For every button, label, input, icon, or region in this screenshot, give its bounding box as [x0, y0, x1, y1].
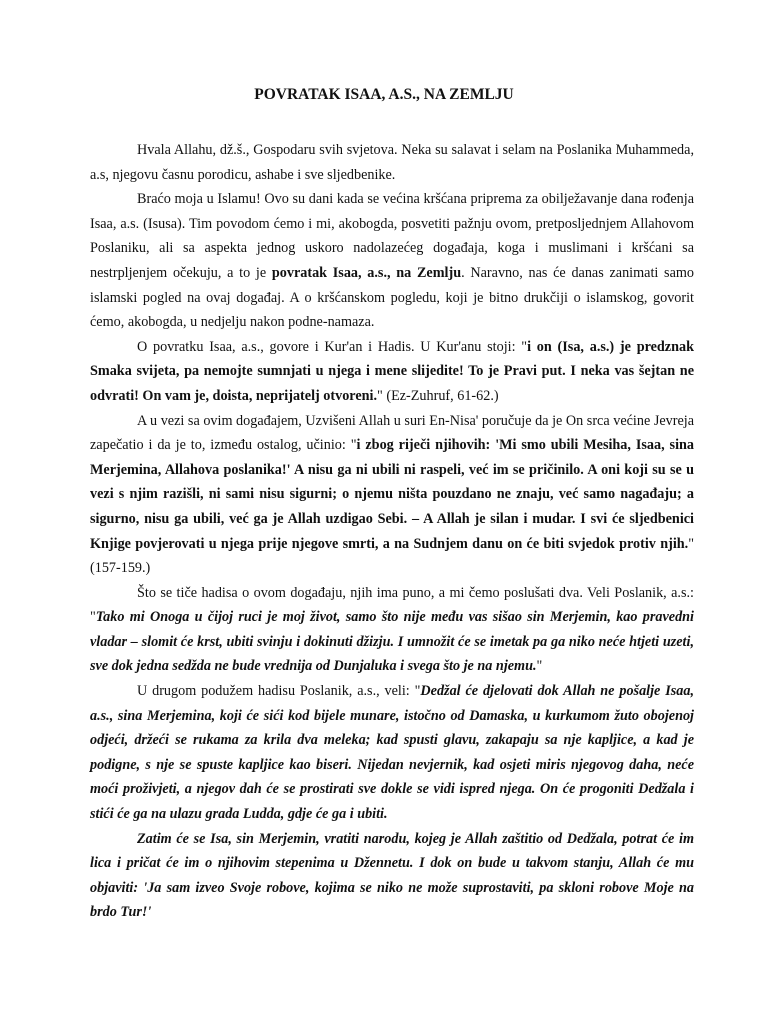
paragraph-quran-zuhruf: O povratku Isaa, a.s., govore i Kur'an i Hadis. U Kur'anu stoji: "i on (Isa, a.s.) je predznak Smaka svijeta, pa nemojte sumnjati u njega i mene slijedite! To je Pravi put. I neka vas šejtan ne odvrati! On vam je, doista, neprijatelj otvoreni." (Ez-Zuhruf, 61-62.)	[90, 338, 694, 404]
paragraph-quran-nisa: A u vezi sa ovim događajem, Uzvišeni Allah u suri En-Nisa' poručuje da je On srca većine Jevreja zapečatio i da je to, između ostalog, učinio: "i zbog riječi njihovih: 'Mi smo ubili Mesiha, Isaa, sina Merjemina, Allahova poslanika!' A nisu ga ni ubili ni raspeli, već im se pričinilo. A oni koji su se u vezi s njim razišli, ni sami nisu sigurni; o njemu ništa pouzdano ne znaju, već samo nagađaju; a sigurno, nisu ga ubili, već ga je Allah uzdigao Sebi. – A Allah je silan i mudar. I svi će sljedbenici Knjige povjerovati u njega prije njegove smrti, a na Sudnjem danu on će biti svjedok protiv njih." (157-159.)	[90, 412, 694, 577]
paragraph-hadith-two: U drugom podužem hadisu Poslanik, a.s., veli: "Dedžal će djelovati dok Allah ne pošalje Isaa, a.s., sina Merjemina, koji će sići kod bijele munare, istočno od Damaska, u kurkumom žuto obojenoj odjeći, držeći se rukama za krila dva meleka; kad spusti glavu, zakapaju sa nje kapljice, a kad je podigne, s nje se spuste kapljice kao biseri. Nijedan nevjernik, kad osjeti miris njegovog daha, neće moći proživjeti, a njegov dah će se prostirati sve dokle se vidi ispred njega. On će progoniti Dedžala i stići će ga na ulazu grada Ludda, gdje će ga i ubiti.	[90, 683, 694, 823]
quote-nisa: i zbog riječi njihovih: 'Mi smo ubili Mesiha, Isaa, sina Merjemina, Allahova poslanika!' A nisu ga ni ubili ni raspeli, već im se pričinilo. A oni koji su se u vezi s njim razišli, ni sami nisu sigurni; o njemu ništa pouzdano ne znaju, već samo nagađaju; a sigurno, nisu ga ubili, već ga je Allah uzdigao Sebi. – A Allah je silan i mudar. I svi će sljedbenici Knjige povjerovati u njega prije njegove smrti, a na Sudnjem danu on će biti svjedok protiv njih.	[90, 437, 694, 552]
document-body	[90, 138, 694, 925]
quote-hadith-two-continued: Zatim će se Isa, sin Merjemin, vratiti narodu, kojeg je Allah zaštitio od Dedžala, potrat će im lica i pričat će im o njihovim stepenima u Džennetu. I dok on bude u takvom stanju, Allah će mu objaviti: 'Ja sam izveo Svoje robove, kojima se niko ne može suprostaviti, pa skloni robove Moje na brdo Tur!'	[90, 830, 694, 921]
paragraph-occasion: Braćo moja u Islamu! Ovo su dani kada se većina kršćana priprema za obilježavanje dana rođenja Isaa, a.s. (Isusa). Tim povodom ćemo i mi, akobogda, posvetiti pažnju ovom, pretposljednjem Allahovom Poslaniku, ali sa aspekta jednog uskoro nadolazećeg događaja, koga i muslimani i kršćani sa nestrpljenjem očekuju, a to je povratak Isaa, a.s., na Zemlju. Naravno, nas će danas zanimati samo islamski pogled na ovaj događaj. A o kršćanskom pogledu, koji je bitno drukčiji o islamskog, govorit ćemo, akobogda, u nedjelju nakon podne-namaza.	[90, 191, 694, 331]
quote-zuhruf: i on (Isa, a.s.) je predznak Smaka svijeta, pa nemojte sumnjati u njega i mene slijedite! To je Pravi put. I neka vas šejtan ne odvrati! On vam je, doista, neprijatelj otvoreni.	[90, 338, 694, 404]
paragraph-hadith-one: Što se tiče hadisa o ovom događaju, njih ima puno, a mi čemo poslušati dva. Veli Poslanik, a.s.: "Tako mi Onoga u čijoj ruci je moj život, samo što nije među vas sišao sin Merjemin, kao pravedni vladar – slomit će krst, ubiti svinju i dokinuti džizju. I umnožit će se imetak pa ga niko neće htjeti uzeti, sve dok jedna sedžda ne bude vrednija od Dunjaluka i svega što je na njemu."	[90, 584, 694, 675]
emphasis-return: povratak Isaa, a.s., na Zemlju	[271, 264, 462, 281]
page-title: POVRATAK ISAA, A.S., NA ZEMLJU	[254, 86, 514, 103]
paragraph-intro: Hvala Allahu, dž.š., Gospodaru svih svjetova. Neka su salavat i selam na Poslanika Muhammeda, a.s, njegovu časnu porodicu, ashabe i sve sljedbenike.	[90, 142, 694, 183]
quote-hadith-one: Tako mi Onoga u čijoj ruci je moj život, samo što nije među vas sišao sin Merjemin, kao pravedni vladar – slomit će krst, ubiti svinju i dokinuti džizju. I umnožit će se imetak pa ga niko neće htjeti uzeti, sve dok jedna sedžda ne bude vrednija od Dunjaluka i svega što je na njemu.	[90, 609, 694, 675]
quote-hadith-two: Dedžal će djelovati dok Allah ne pošalje Isaa, a.s., sina Merjemina, koji će sići kod bijele munare, istočno od Damaska, u kurkumom žuto obojenoj odjeći, držeći se rukama za krila dva meleka; kad spusti glavu, zakapaju sa nje kapljice, a kad je podigne, s nje se spuste kapljice kao biseri. Nijedan nevjernik, kad osjeti miris njegovog daha, neće moći proživjeti, a njegov dah će se prostirati sve dokle se vidi ispred njega. On će progoniti Dedžala i stići će ga na ulazu grada Ludda, gdje će ga i ubiti.	[90, 683, 694, 823]
paragraph-hadith-two-continued	[90, 827, 694, 925]
